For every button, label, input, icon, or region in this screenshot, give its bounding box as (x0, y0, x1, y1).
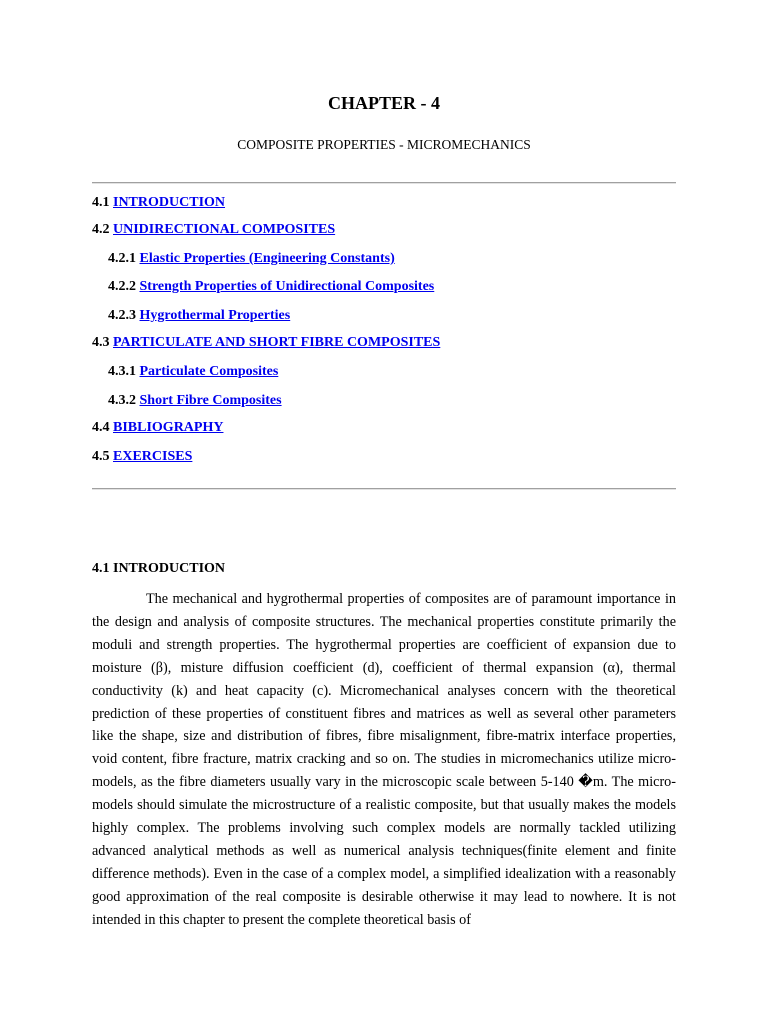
toc-number: 4.4 (92, 420, 110, 435)
toc-link-short-fibre-composites[interactable]: Short Fibre Composites (139, 393, 282, 408)
toc-number: 4.3.2 (108, 393, 136, 408)
top-divider (92, 182, 676, 184)
toc-item-4-2-3 (108, 308, 290, 324)
toc-link-particulate-short-fibre[interactable]: PARTICULATE AND SHORT FIBRE COMPOSITES (113, 335, 441, 350)
toc-link-hygrothermal-properties[interactable]: Hygrothermal Properties (139, 308, 291, 323)
toc-number: 4.5 (92, 449, 110, 464)
toc-item-4-2-2 (108, 279, 434, 295)
bottom-divider (92, 488, 676, 490)
toc-item-4-2 (92, 222, 335, 238)
toc-link-elastic-properties[interactable]: Elastic Properties (Engineering Constants) (139, 251, 395, 266)
toc-number: 4.2.1 (108, 251, 136, 266)
toc-number: 4.3 (92, 335, 110, 350)
toc-number: 4.2.3 (108, 308, 136, 323)
toc-link-introduction[interactable]: INTRODUCTION (113, 195, 226, 210)
toc-link-unidirectional-composites[interactable]: UNIDIRECTIONAL COMPOSITES (113, 222, 336, 237)
introduction-paragraph: The mechanical and hygrothermal properties of composites are of paramount importance in the design and analysis of composite structures. The mechanical properties constitute primarily the moduli and strength properties. The hygrothermal properties are coefficient of expansion due to moisture (β), misture diffusion coefficient (d), coefficient of thermal expansion (α), thermal conductivity (k) and heat capacity (c). Micromechanical analyses concern with the theoretical prediction of these properties of constituent fibres and matrices as well as several other parameters like the shape, size and distribution of fibres, fibre misalignment, fibre-matrix interface properties, void content, fibre fracture, matrix cracking and so on. The studies in micromechanics utilize micro-models, as the fibre diameters usually vary in the microscopic scale between 5-140 �m. The micro-models should simulate the microstructure of a realistic composite, but that usually makes the models highly complex. The problems involving such complex models are normally tackled utilizing advanced analytical methods as well as numerical analysis techniques(finite element and finite difference methods). Even in the case of a complex model, a simplified idealization with a reasonably good approximation of the real composite is desirable otherwise it may lead to nowhere. It is not intended in this chapter to present the complete theoretical basis of (92, 591, 676, 928)
toc-number: 4.3.1 (108, 364, 136, 379)
toc-item-4-3-2 (108, 393, 282, 409)
toc-number: 4.1 (92, 195, 110, 210)
toc-link-particulate-composites[interactable]: Particulate Composites (139, 364, 279, 379)
section-heading: 4.1 INTRODUCTION (92, 561, 226, 576)
toc-item-4-1 (92, 195, 225, 211)
toc-number: 4.2.2 (108, 279, 136, 294)
chapter-heading: CHAPTER - 4 (328, 93, 440, 113)
toc-item-4-2-1 (108, 251, 395, 267)
toc-link-exercises[interactable]: EXERCISES (113, 449, 193, 464)
toc-number: 4.2 (92, 222, 110, 237)
toc-link-strength-properties[interactable]: Strength Properties of Unidirectional Composites (139, 279, 435, 294)
toc-link-bibliography[interactable]: BIBLIOGRAPHY (113, 420, 224, 435)
toc-item-4-5 (92, 449, 192, 465)
toc-item-4-4 (92, 420, 223, 436)
toc-item-4-3-1 (108, 364, 278, 380)
chapter-title: COMPOSITE PROPERTIES - MICROMECHANICS (237, 137, 531, 152)
toc-item-4-3 (92, 335, 440, 351)
